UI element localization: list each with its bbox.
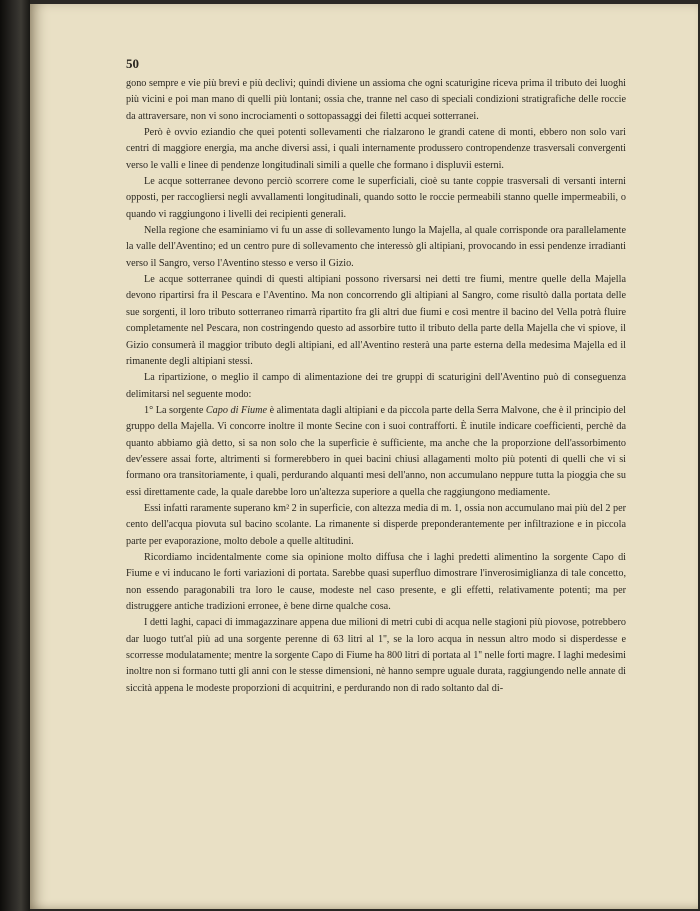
paragraph-text: Però è ovvio eziandio che quei potenti sollevamenti che rialzarono le grandi catene di monti, ebbero non solo vari centri di maggiore energia, ma anche diversi assi, i quali internamente produssero contropendenze trasversali convergenti verso le valli e linee di pendenze longitudinali simili a quelle che formano i displuvii esterni. <box>126 127 626 171</box>
book-binding <box>0 0 30 911</box>
paragraph <box>126 125 626 174</box>
paragraph <box>126 174 626 223</box>
paragraph <box>126 223 626 272</box>
page-number: 50 <box>126 56 139 71</box>
paragraph-text: 1° La sorgente <box>144 404 206 416</box>
paragraph-text: è alimentata dagli altipiani e da piccola parte della Serra Malvone, che è il principio del gruppo della Majella. Vi concorre inoltre il monte Secine con i suoi contrafforti. È inutile indicare coefficienti, perchè da quanto abbiamo già detto, si sa non solo che la superficie è sufficiente, ma anche che la proporzione dell'assorbimento dev'essere assai forte, altrimenti si formerebbero in quei bacini chiusi allagamenti molto più potenti di quelli che vi si formano ora transitoriamente, i quali, perdurando alquanti mesi dell'anno, non accumulano neppure tutta la pioggia che su essi direttamente cade, la quale darebbe loro un'altezza superiore a quella che raggiungono mediamente. <box>126 404 626 498</box>
paragraph-text: Ricordiamo incidentalmente come sia opinione molto diffusa che i laghi predetti alimentino la sorgente Capo di Fiume e vi inducano le forti variazioni di portata. Sarebbe quasi superfluo dimostrare l'inverosimiglianza di tale concetto, non essendo paragonabili tra loro le cause, modeste nel caso presente, e gli effetti, relativamente potenti; ma per distruggere antiche tradizioni erronee, è bene dirne qualche cosa. <box>126 551 626 612</box>
paragraph <box>126 370 626 403</box>
paragraph-text: La ripartizione, o meglio il campo di alimentazione dei tre gruppi di scaturigini dell'Aventino può di conseguenza delimitarsi nel seguente modo: <box>126 372 626 400</box>
paragraph-text: Le acque sotterranee devono perciò scorrere come le superficiali, cioè su tante coppie trasversali di versanti interni opposti, per raccogliersi negli avvallamenti longitudinali, quando sotto le roccie permeabili stanno quelle impermeabili, o quando vi raggiungono i livelli dei recipienti generali. <box>126 176 626 220</box>
paragraph <box>126 550 626 615</box>
paragraph <box>126 403 626 501</box>
paragraph-text: gono sempre e vie più brevi e più declivi; quindi diviene un assioma che ogni scaturigine riceva prima il tributo dei luoghi più vicini e poi man mano di quelli più lontani; ossia che, tranne nel caso di speciali condizioni stratigrafiche delle roccie da attraversare, non vi sono incrociamenti o sottopassaggi dei filetti acquei sotterranei. <box>126 78 626 122</box>
paragraph-text: I detti laghi, capaci di immagazzinare appena due milioni di metri cubi di acqua nelle stagioni più piovose, potrebbero dar luogo tutt'al più ad una sorgente perenne di 63 litri al 1'', se la loro acqua in nessun altro modo si disperdesse e scorresse modulatamente; mentre la sorgente Capo di Fiume ha 800 litri di portata al 1'' nelle forti magre. I laghi medesimi inoltre non si formano tutti gli anni con le stesse dimensioni, nè hanno sempre uguale durata, raggiungendo nelle annate di siccità appena le modeste proporzioni di acquitrini, e perdurando non di rado soltanto dal di- <box>126 617 626 694</box>
page-body-text <box>126 76 626 697</box>
paragraph <box>126 76 626 125</box>
paragraph-text: Essi infatti raramente superano km² 2 in superficie, con altezza media di m. 1, ossia non accumulano mai più del 2 per cento dell'acqua piovuta sul bacino scolante. La rimanente si disperde preponderantemente per infiltrazione e in piccola parte per evaporazione, molto debole a quelle altitudini. <box>126 502 626 547</box>
paragraph <box>126 615 626 697</box>
italic-text: Capo di Fiume <box>205 404 268 416</box>
paragraph <box>126 501 626 550</box>
paragraph-text: Nella regione che esaminiamo vi fu un asse di sollevamento lungo la Majella, al quale corrisponde ora parallelamente la valle dell'Aventino; ed un centro pure di sollevamento che interessò gli altipiani, provocando in essi pendenze irradianti verso il Sangro, verso l'Aventino stesso e verso il Gizio. <box>126 225 626 269</box>
paragraph-text: Le acque sotterranee quindi di questi altipiani possono riversarsi nei detti tre fiumi, mentre quelle della Majella devono ripartirsi fra il Pescara e l'Aventino. Ma non concorrendo gli altipiani al Sangro, come risultò dalla portata delle sue sorgenti, il loro tributo sotterraneo rimarrà ripartito fra gli altri due fiumi e così mentre il bacino del Vella potrà fluire completamente nel Pescara, non costringendo questo ad assorbire tutto il tributo della parte della Majella che vi spiove, il Gizio consumerà il maggior tributo degli altipiani, ed all'Aventino resterà una parte esterna della medesima Majella ed il rimanente degli altipiani stessi. <box>126 274 626 367</box>
paragraph <box>126 272 626 370</box>
